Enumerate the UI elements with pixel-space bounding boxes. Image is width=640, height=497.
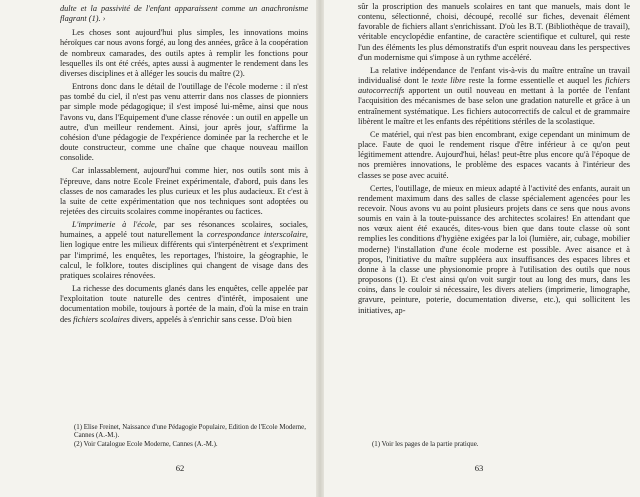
- emphasis: fichiers scolaires: [73, 314, 130, 324]
- page-number: 63: [474, 463, 484, 473]
- paragraph: Ce matériel, qui n'est pas bien encombrant, exige cependant un minimum de place. Faute de quoi le rendement risque d'être inférieur à ce qu'on peut légitimement attendre. Aujourd'hui, hélas! peut-être plus encore qu'à l'époque de nos premières innovations, le problème des espaces vacants à l'intérieur des classes se pose avec acuité.: [358, 129, 630, 180]
- footnote: (1) Elise Freinet, Naissance d'une Pédagogie Populaire, Edition de l'Ecole Moderne, Cannes (A.-M.).: [74, 424, 306, 440]
- page-number: 62: [175, 463, 185, 473]
- footnote: (1) Voir les pages de la partie pratique.: [372, 441, 479, 448]
- right-footnotes: [358, 441, 630, 449]
- emphasis: correspondance interscolaire,: [206, 230, 308, 240]
- footnote: (2) Voir Catalogue Ecole Moderne, Cannes (A.-M.).: [74, 440, 218, 448]
- paragraph-imprimerie: L'imprimerie à l'école, par ses résonances scolaires, sociales, humaines, a appelé tout naturellement la correspondance interscolaire, lien logique entre les milieux différents qui s'interpénètrent et s'expriment par l'imprimé, les enquêtes, les reportages, l'histoire, la géographie, le calcul, le folklore, toutes disciplines qui changent de visage dans des pratiques scolaires rénovées.: [60, 220, 308, 280]
- left-page-body: [60, 4, 308, 325]
- paragraph-richesse: La richesse des documents glanés dans les enquêtes, celle appelée par l'exploitation toute naturelle des centres d'intérêt, imposaient une documentation mobile, toujours à portée de la main, d'où la mise en train des fichiers scolaires divers, appelés à s'enrichir sans cesse. D'où bien: [60, 284, 308, 324]
- paragraph-independance: La relative indépendance de l'enfant vis-à-vis du maître entraîne un travail individualisé dont le texte libre reste la forme essentielle et auquel les fichiers autocorrectifs apportent un outil nouveau en mettant à la portée de l'enfant l'acquisition des mécanismes de base selon une gradation naturelle et grâce à un entraînement systématique. Les fichiers autocorrectifs de calcul et de grammaire libèrent le maître et les enfants des répétitions stériles de la scolastique.: [358, 65, 630, 126]
- left-footnotes: [60, 424, 308, 449]
- paragraph: Car inlassablement, aujourd'hui comme hier, nos outils sont mis à l'épreuve, dans notre Ecole Freinet expérimentale, d'abord, puis dans les classes de nos camarades les plus curieux et les plus audacieux. Et c'est à la suite de cette expérimentation que nos techniques sont adoptées ou rejetées des circuits scolaires comme inopérantes ou factices.: [60, 166, 308, 216]
- paragraph: sûr la proscription des manuels scolaires en tant que manuels, mais dont le contenu, sélectionné, choisi, découpé, recollé sur fiches, devenait élément favorable de fichiers allant s'enrichissant. D'où les B.T. (Bibliothèque de travail), véritable encyclopédie enfantine, de caractère scientifique et culturel, qui reste l'un des éléments les plus démonstratifs d'un esprit nouveau dans les perspectives d'un modernisme qui s'impose à un rythme accéléré.: [358, 2, 630, 62]
- paragraph: Entrons donc dans le détail de l'outillage de l'école moderne : il n'est pas tombé du ciel, il n'est pas venu atterrir dans nos classes de pionniers par simple mode pédagogique; il s'est imposé lui-même, ainsi que nous l'avons vu, dans l'Equipement d'une classe rénovée : un outil en appelle un autre, d'un meilleur rendement. Ainsi, jour après jour, s'affirme la cohésion d'une pédagogie de l'expérience dominée par la recherche et le doute constructeur, comme une chaîne que chaque nouveau maillon consolide.: [60, 82, 308, 163]
- left-page: [0, 0, 316, 497]
- paragraph: Certes, l'outillage, de mieux en mieux adapté à l'activité des enfants, aurait un rendement maximum dans des salles de classe spécialement agencées pour les recevoir. Nous avons vu au point plusieurs projets dans ce sens que nous avons soumis en vain à la toute-puissance des architectes scolaires! En attendant que nos vœux aient été exaucés, dites-vous bien que dans toute classe où sont remplies les conditions d'hygiène exigées par la loi (lumière, air, cubage, mobilier moderne) l'installation d'une école moderne est possible. Avec aisance et à propos, l'initiative du maître suppléera aux insuffisances des espaces libres et donne à la classe une physionomie propre à l'utilisation des outils que nous proposons (1). Et c'est ainsi qu'on voit surgir tout au long des murs, dans les coins, dans le couloir si nécessaire, les divers ateliers (imprimerie, limographe, gravure, peinture, poterie, documentation diverse, etc.), qui sollicitent les initiatives, ap-: [358, 183, 630, 315]
- paragraph: Les choses sont aujourd'hui plus simples, les innovations moins héroïques car nous avons forgé, au long des années, grâce à la coopération de nombreux camarades, des outils aptes à remplir les fonctions pour lesquelles ils ont été créés, aptes aussi à augmenter le rendement dans les diverses disciplines et à alléger les soucis du maître (2).: [60, 28, 308, 78]
- book-gutter: [316, 0, 324, 497]
- emphasis: L'imprimerie à l'école,: [72, 220, 157, 230]
- right-page: [324, 0, 640, 497]
- right-page-body: [358, 2, 630, 316]
- intro-quote: dulte et la passivité de l'enfant apparaissent comme un anachronisme flagrant (1). ›: [60, 4, 308, 24]
- emphasis: texte libre: [431, 76, 466, 86]
- emphasis: fichiers autocorrectifs: [358, 76, 630, 96]
